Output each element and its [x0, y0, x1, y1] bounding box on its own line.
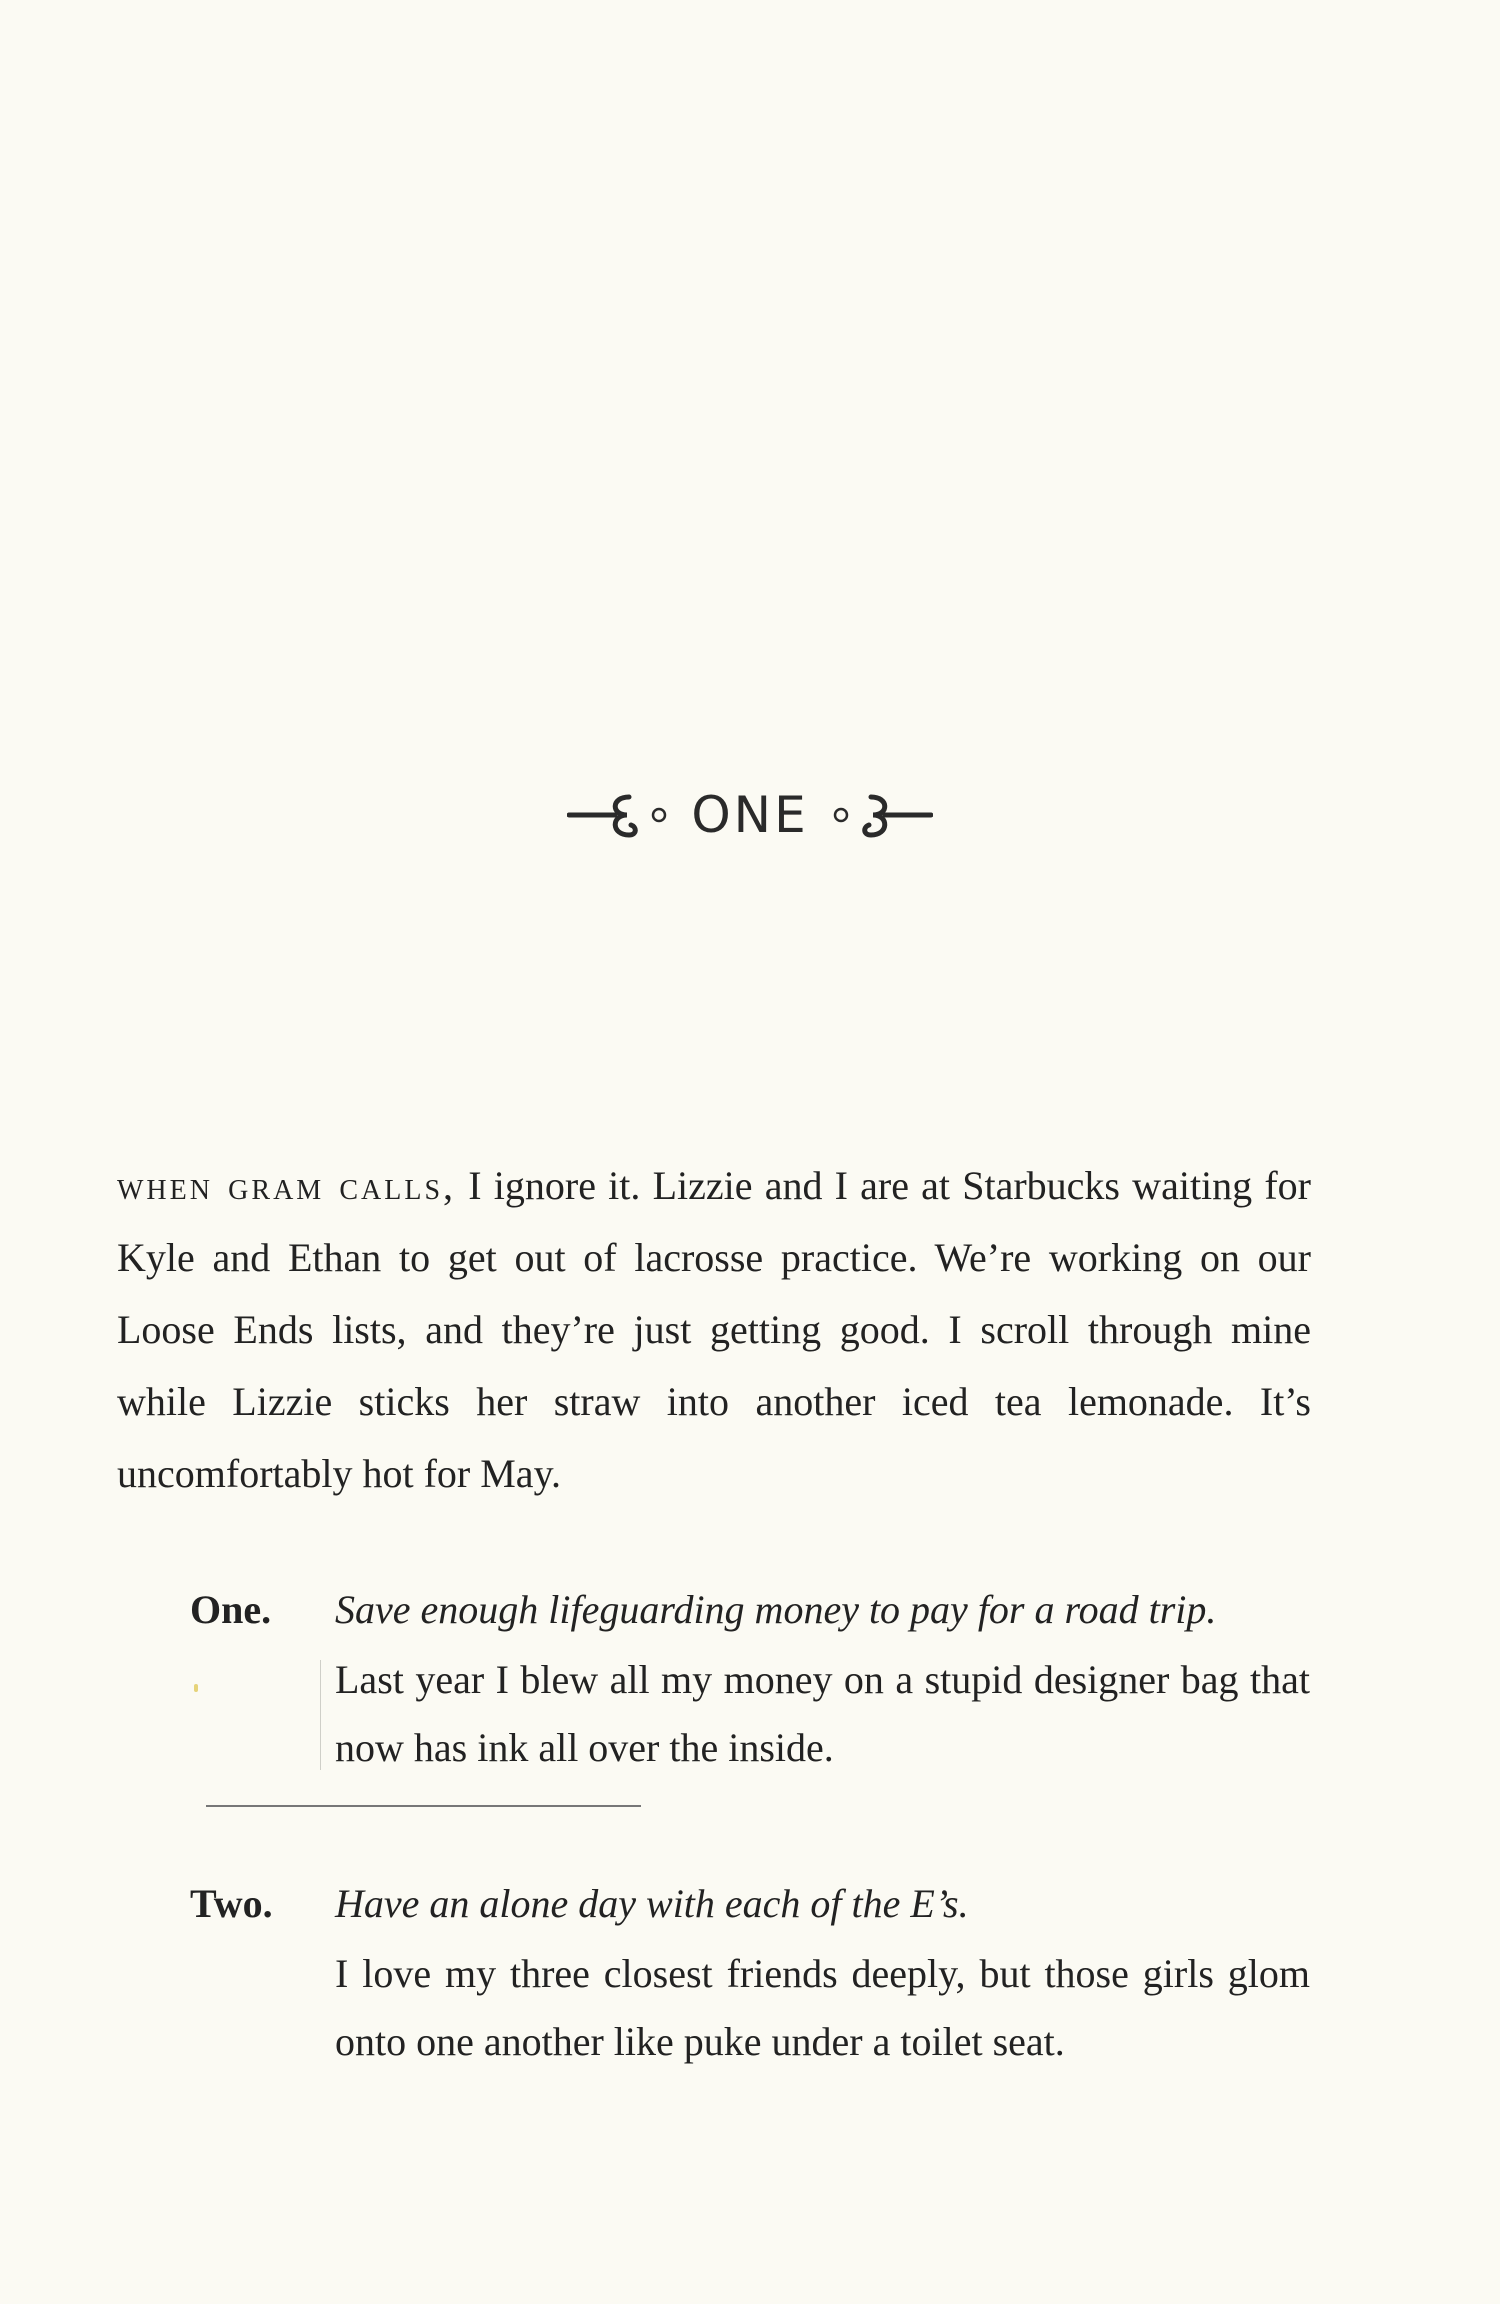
- item-content: [335, 1574, 1310, 1782]
- item-note: Last year I blew all my money on a stupid designer bag that now has ink all over the inside.: [335, 1657, 1310, 1770]
- item-number: Two.: [190, 1881, 273, 1926]
- paper-speck: [194, 1684, 198, 1692]
- chapter-title: ONE: [691, 786, 809, 844]
- chapter-heading: [0, 775, 1500, 855]
- opening-lead-in: when gram calls,: [117, 1163, 457, 1208]
- item-content: [335, 1868, 1310, 2076]
- opening-paragraph: [117, 1150, 1311, 1510]
- left-flourish-icon: [567, 785, 677, 845]
- item-goal: Have an alone day with each of the E’s.: [335, 1881, 969, 1926]
- section-divider: [206, 1805, 641, 1807]
- margin-rule: [320, 1660, 321, 1770]
- opening-text: I ignore it. Lizzie and I are at Starbucks waiting for Kyle and Ethan to get out of lacrosse practice. We’re working on our Loose Ends lists, and they’re just getting good. I scroll through mine while Lizzie sticks her straw into another iced tea lemonade. It’s uncomfortably hot for May.: [117, 1163, 1312, 1496]
- item-note: I love my three closest friends deeply, but those girls glom onto one another like puke under a toilet seat.: [335, 1951, 1310, 2064]
- item-number: One.: [190, 1587, 272, 1632]
- item-goal: Save enough lifeguarding money to pay for a road trip.: [335, 1587, 1217, 1632]
- right-flourish-icon: [823, 785, 933, 845]
